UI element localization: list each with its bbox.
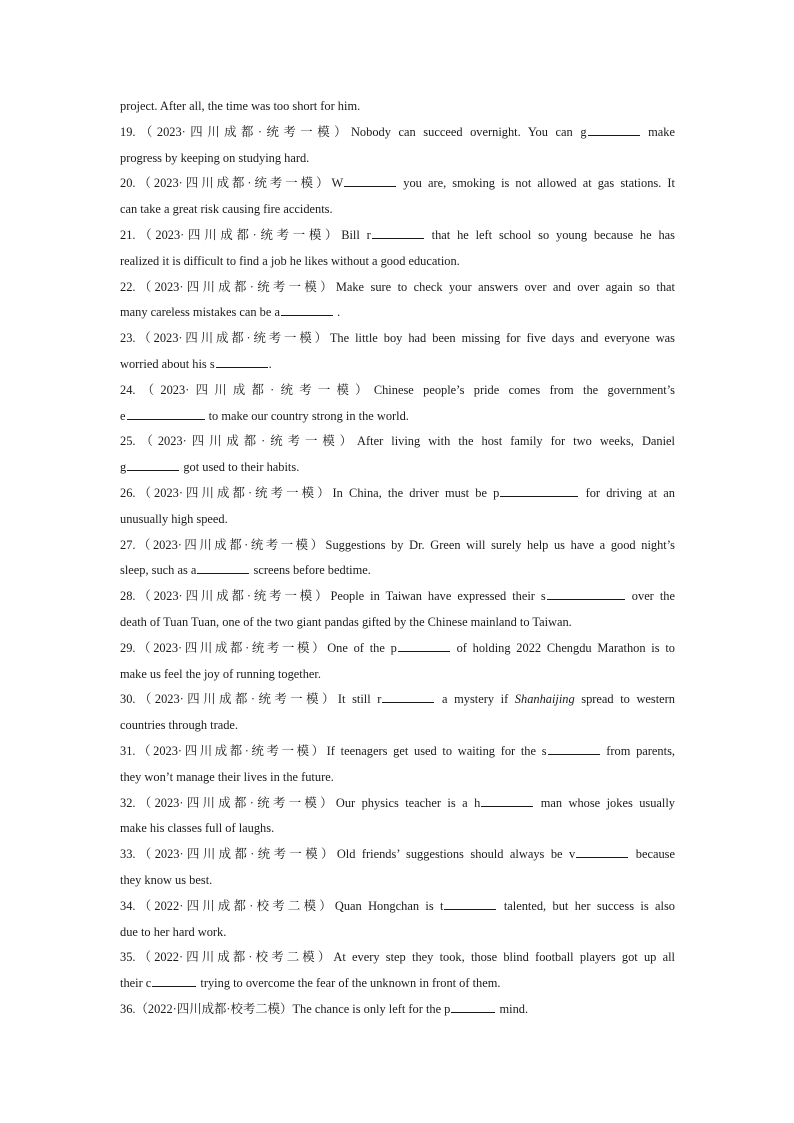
question-24-line-2: e to make our country strong in the world. (120, 404, 675, 430)
question-source: （2022·四川成都·校考二模） (135, 898, 335, 913)
answer-blank[interactable] (500, 482, 578, 497)
answer-blank[interactable] (344, 172, 396, 187)
exercise-list (120, 94, 675, 1023)
question-30-line-1: 30.（2023·四川成都·统考一模）It still r a mystery if Shanhaijing spread to western (120, 687, 675, 713)
answer-blank[interactable] (481, 792, 533, 807)
answer-blank[interactable] (127, 405, 205, 420)
question-20-line-2: can take a great risk causing fire accidents. (120, 202, 333, 217)
question-source: （2023·四川成都·统考一模） (135, 795, 336, 810)
question-source: （2022·四川成都·校考二模） (135, 1001, 293, 1016)
question-source: （2023·四川成都·统考一模） (135, 124, 351, 139)
question-number: 31 (120, 743, 133, 758)
answer-blank[interactable] (588, 121, 640, 136)
question-number: 32 (120, 795, 133, 810)
question-32-line-1: 32.（2023·四川成都·统考一模）Our physics teacher is a h man whose jokes usually (120, 791, 675, 817)
question-number: 34 (120, 898, 133, 913)
question-34-line-1: 34.（2022·四川成都·校考二模）Quan Hongchan is t talented, but her success is also (120, 894, 675, 920)
question-25-line-2: g got used to their habits. (120, 455, 675, 481)
question-21-line-1: 21.（2023·四川成都·统考一模）Bill r that he left school so young because he has (120, 223, 675, 249)
answer-blank[interactable] (216, 353, 268, 368)
question-31-line-1: 31.（2023·四川成都·统考一模）If teenagers get used to waiting for the s from parents, (120, 739, 675, 765)
question-number: 27 (120, 537, 133, 552)
question-source: （2023·四川成都·统考一模） (135, 331, 330, 346)
question-number: 28 (120, 589, 133, 604)
answer-blank[interactable] (451, 998, 495, 1013)
question-source: （2023·四川成都·统考一模） (135, 692, 338, 707)
question-34-line-2: due to her hard work. (120, 924, 227, 939)
answer-blank[interactable] (372, 224, 424, 239)
question-28-line-1: 28.（2023·四川成都·统考一模）People in Taiwan have expressed their s over the (120, 584, 675, 610)
question-27-line-2: sleep, such as a screens before bedtime. (120, 558, 675, 584)
question-29-line-1: 29.（2023·四川成都·统考一模）One of the p of holding 2022 Chengdu Marathon is to (120, 636, 675, 662)
question-source: （2023·四川成都·统考一模） (135, 227, 342, 242)
question-26-line-2: unusually high speed. (120, 511, 228, 526)
question-source: （2023·四川成都·统考一模） (135, 485, 333, 500)
question-24-line-1: 24.（2023·四川成都·统考一模）Chinese people’s pride comes from the government’s (120, 382, 675, 397)
question-number: 30 (120, 692, 133, 707)
question-33-line-1: 33.（2023·四川成都·统考一模）Old friends’ suggestions should always be v because (120, 842, 675, 868)
question-number: 33 (120, 847, 133, 862)
question-number: 29 (120, 640, 133, 655)
question-source: （2023·四川成都·统考一模） (135, 176, 332, 191)
question-23-line-1: 23.（2023·四川成都·统考一模）The little boy had been missing for five days and everyone was (120, 331, 675, 346)
question-26-line-1: 26.（2023·四川成都·统考一模）In China, the driver must be p for driving at an (120, 481, 675, 507)
question-29-line-2: make us feel the joy of running together. (120, 666, 321, 681)
question-20-line-1: 20.（2023·四川成都·统考一模）W you are, smoking is not allowed at gas stations. It (120, 171, 675, 197)
continuation-line: project. After all, the time was too short for him. (120, 99, 361, 113)
question-number: 25 (120, 434, 133, 449)
question-source: （2023·四川成都·统考一模） (135, 434, 358, 449)
question-source: （2023·四川成都·统考一模） (135, 382, 374, 397)
question-number: 19 (120, 124, 133, 139)
question-number: 22 (120, 279, 133, 294)
question-25-line-1: 25.（2023·四川成都·统考一模）After living with the host family for two weeks, Daniel (120, 434, 675, 449)
answer-blank[interactable] (547, 585, 625, 600)
question-source: （2023·四川成都·统考一模） (135, 743, 327, 758)
question-source: （2023·四川成都·统考一模） (135, 279, 336, 294)
answer-blank[interactable] (548, 740, 600, 755)
question-number: 36 (120, 1001, 133, 1016)
answer-blank[interactable] (197, 559, 249, 574)
question-28-line-2: death of Tuan Tuan, one of the two giant pandas gifted by the Chinese mainland to Taiwan. (120, 614, 572, 629)
question-30-line-2: countries through trade. (120, 718, 239, 733)
question-number: 24 (120, 382, 133, 397)
question-35-line-1: 35.（2022·四川成都·校考二模）At every step they took, those blind football players got up all (120, 950, 675, 965)
question-source: （2022·四川成都·校考二模） (135, 950, 334, 965)
question-31-line-2: they won’t manage their lives in the future. (120, 769, 334, 784)
question-number: 26 (120, 485, 133, 500)
question-36-line-1: 36.（2022·四川成都·校考二模）The chance is only left for the p mind. (120, 997, 675, 1023)
question-35-line-2: their c trying to overcome the fear of the unknown in front of them. (120, 971, 675, 997)
answer-blank[interactable] (127, 456, 179, 471)
question-source: （2023·四川成都·统考一模） (135, 537, 326, 552)
question-22-line-1: 22.（2023·四川成都·统考一模）Make sure to check your answers over and over again so that (120, 279, 675, 294)
question-number: 20 (120, 176, 133, 191)
question-21-line-2: realized it is difficult to find a job he likes without a good education. (120, 253, 460, 268)
question-19-line-2: progress by keeping on studying hard. (120, 150, 310, 165)
question-source: （2023·四川成都·统考一模） (135, 847, 337, 862)
answer-blank[interactable] (281, 301, 333, 316)
question-33-line-2: they know us best. (120, 872, 213, 887)
question-number: 35 (120, 950, 133, 965)
question-19-line-1: 19.（2023·四川成都·统考一模）Nobody can succeed overnight. You can g make (120, 120, 675, 146)
answer-blank[interactable] (152, 972, 196, 987)
answer-blank[interactable] (576, 843, 628, 858)
question-number: 21 (120, 227, 133, 242)
question-27-line-1: 27.（2023·四川成都·统考一模）Suggestions by Dr. Green will surely help us have a good night’s (120, 537, 675, 552)
answer-blank[interactable] (444, 895, 496, 910)
question-22-line-2: many careless mistakes can be a . (120, 300, 675, 326)
question-32-line-2: make his classes full of laughs. (120, 821, 275, 836)
question-23-line-2: worried about his s . (120, 352, 675, 378)
book-title: Shanhaijing (514, 692, 575, 707)
question-number: 23 (120, 331, 133, 346)
question-source: （2023·四川成都·统考一模） (135, 640, 328, 655)
question-source: （2023·四川成都·统考一模） (135, 589, 331, 604)
answer-blank[interactable] (382, 688, 434, 703)
answer-blank[interactable] (398, 637, 450, 652)
